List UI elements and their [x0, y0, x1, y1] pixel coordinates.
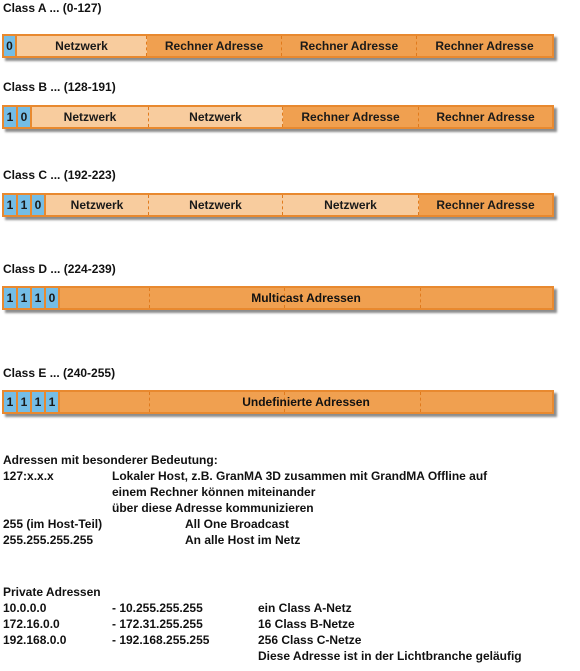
class-b-bar — [2, 105, 554, 129]
bit-cell: 1 — [18, 392, 32, 412]
host-segment: Rechner Adresse — [283, 107, 419, 127]
private-note: Diese Adresse ist in der Lichtbranche geläufig — [258, 649, 522, 663]
class-e-title: Class E ... (240-255) — [3, 366, 116, 380]
network-segment: Netzwerk — [17, 36, 147, 56]
private-heading: Private Adressen — [3, 585, 101, 599]
class-e-bar — [2, 390, 554, 414]
special-heading: Adressen mit besonderer Bedeutung: — [3, 453, 218, 467]
class-b-title: Class B ... (128-191) — [3, 80, 116, 94]
host-segment: Rechner Adresse — [147, 36, 282, 56]
bit-cell: 0 — [4, 36, 17, 56]
network-segment: Netzwerk — [149, 107, 283, 127]
class-d-bar — [2, 286, 554, 310]
private-desc: 256 Class C-Netze — [258, 633, 362, 647]
host-segment: Rechner Adresse — [419, 107, 552, 127]
undefined-label: Undefinierte Adressen — [242, 395, 370, 409]
private-to: - 172.31.255.255 — [112, 617, 203, 631]
bit-cell: 0 — [46, 288, 60, 308]
multicast-area — [60, 288, 552, 308]
bit-cell: 1 — [4, 107, 18, 127]
special-key: 255 (im Host-Teil) — [3, 517, 103, 531]
special-desc: All One Broadcast — [185, 517, 290, 531]
bit-cell: 1 — [18, 195, 32, 215]
bit-cell: 1 — [18, 288, 32, 308]
class-a-title: Class A ... (0-127) — [3, 1, 102, 15]
special-desc: Lokaler Host, z.B. GranMA 3D zusammen mit GrandMA Offline auf — [112, 469, 488, 483]
bit-cell: 1 — [46, 392, 60, 412]
undefined-area — [60, 392, 552, 412]
special-desc: An alle Host im Netz — [185, 533, 301, 547]
host-segment: Rechner Adresse — [282, 36, 417, 56]
network-segment: Netzwerk — [32, 107, 149, 127]
bit-cell: 1 — [4, 288, 18, 308]
private-from: 10.0.0.0 — [3, 601, 47, 615]
private-to: - 192.168.255.255 — [112, 633, 210, 647]
bit-cell: 1 — [32, 288, 46, 308]
private-desc: ein Class A-Netz — [258, 601, 352, 615]
private-from: 192.168.0.0 — [3, 633, 67, 647]
network-segment: Netzwerk — [149, 195, 283, 215]
multicast-label: Multicast Adressen — [251, 291, 361, 305]
bit-cell: 1 — [4, 392, 18, 412]
class-a-bar — [2, 34, 554, 58]
bit-cell: 1 — [4, 195, 18, 215]
network-segment: Netzwerk — [46, 195, 149, 215]
bit-cell: 0 — [18, 107, 32, 127]
class-d-title: Class D ... (224-239) — [3, 262, 116, 276]
special-desc: über diese Adresse kommunizieren — [112, 501, 314, 515]
special-key: 127:x.x.x — [3, 469, 54, 483]
class-c-title: Class C ... (192-223) — [3, 168, 116, 182]
private-from: 172.16.0.0 — [3, 617, 60, 631]
private-to: - 10.255.255.255 — [112, 601, 203, 615]
host-segment: Rechner Adresse — [419, 195, 552, 215]
host-segment: Rechner Adresse — [417, 36, 552, 56]
special-desc: einem Rechner können miteinander — [112, 485, 316, 499]
bit-cell: 0 — [32, 195, 46, 215]
bit-cell: 1 — [32, 392, 46, 412]
private-desc: 16 Class B-Netze — [258, 617, 355, 631]
special-key: 255.255.255.255 — [3, 533, 94, 547]
network-segment: Netzwerk — [283, 195, 419, 215]
class-c-bar — [2, 193, 554, 217]
